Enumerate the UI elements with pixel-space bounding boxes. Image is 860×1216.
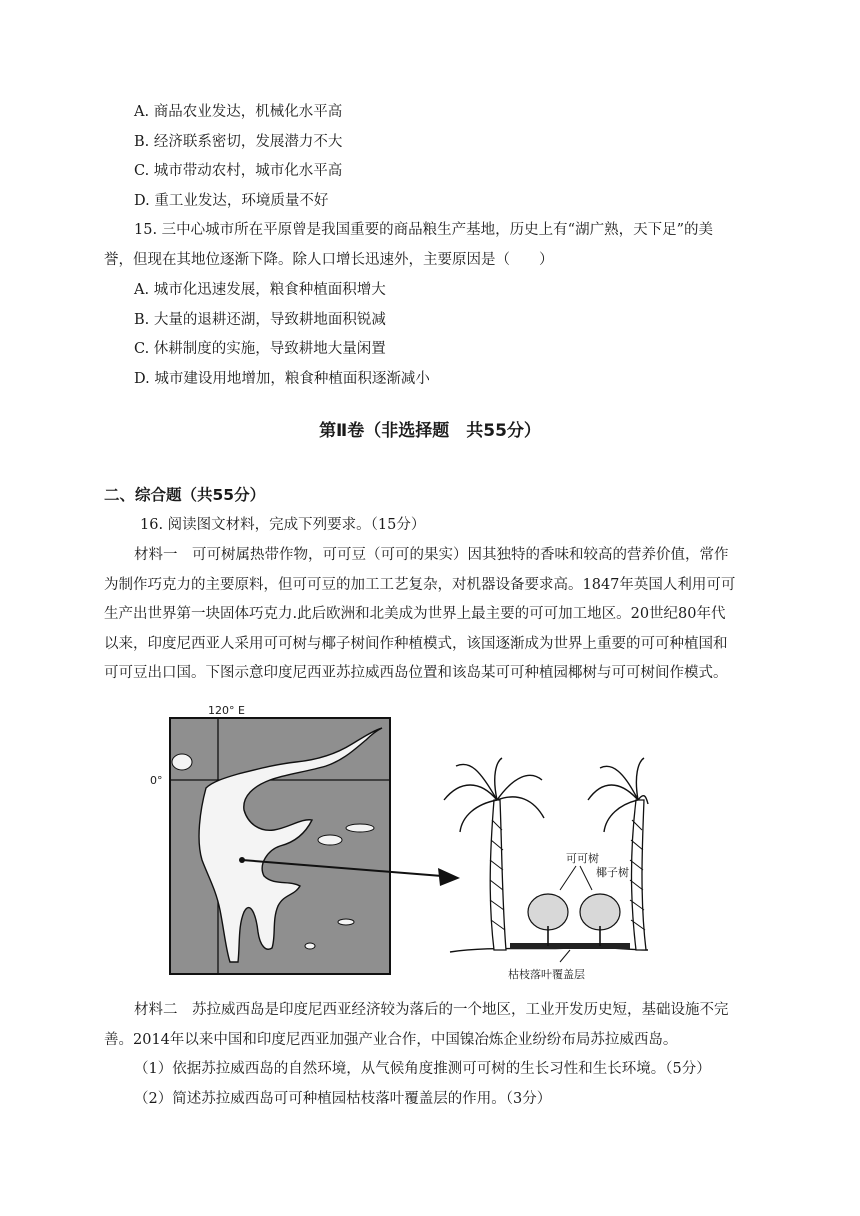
q15-option-c: C. 休耕制度的实施，导致耕地大量闲置: [134, 341, 386, 357]
q16-material1-line4: 以来，印度尼西亚人采用可可树与椰子树间作种植模式，该国逐渐成为世界上重要的可可种植国和: [104, 636, 728, 652]
latitude-label: 0°: [150, 774, 163, 787]
cocoa-tree-label: 可可树: [566, 852, 599, 865]
small-island: [318, 835, 342, 845]
q14-option-c: C. 城市带动农村，城市化水平高: [134, 163, 343, 179]
small-island: [338, 919, 354, 925]
litter-layer-label: 枯枝落叶覆盖层: [508, 968, 585, 981]
pointer-arrowhead: [438, 868, 460, 886]
q16-material2-line1: 材料二 苏拉威西岛是印度尼西亚经济较为落后的一个地区，工业开发历史短，基础设施不完: [134, 1002, 729, 1018]
q16-material1-line2: 为制作巧克力的主要原料，但可可豆的加工工艺复杂，对机器设备要求高。1847年英国人利用可可: [104, 577, 736, 593]
q15-option-a: A. 城市化迅速发展，粮食种植面积增大: [134, 282, 386, 298]
q14-option-b: B. 经济联系密切，发展潜力不大: [134, 134, 343, 150]
cocoa-tree-right: [580, 894, 620, 946]
q16-material1-line1: 材料一 可可树属热带作物，可可豆（可可的果实）因其独特的香味和较高的营养价值，常作: [134, 547, 729, 563]
small-island: [172, 754, 192, 770]
figure-drawing: [130, 700, 650, 990]
coconut-tree-left: [444, 758, 544, 950]
cocoa-pointer: [580, 866, 592, 890]
q16-subquestion-1: （1）依据苏拉威西岛的自然环境，从气候角度推测可可树的生长习性和生长环境。（5分）: [134, 1061, 711, 1077]
q15-option-d: D. 城市建设用地增加，粮食种植面积逐渐减小: [134, 371, 430, 387]
q16-intro: 16. 阅读图文材料，完成下列要求。（15分）: [140, 517, 426, 533]
q16-material2-line2: 善。2014年以来中国和印度尼西亚加强产业合作，中国镍冶炼企业纷纷布局苏拉威西岛。: [104, 1032, 678, 1048]
q14-option-a: A. 商品农业发达，机械化水平高: [134, 104, 343, 120]
q16-material1-line5: 可可豆出口国。下图示意印度尼西亚苏拉威西岛位置和该岛某可可种植园椰树与可可树间作模式。: [104, 665, 728, 681]
q16-material1-line3: 生产出世界第一块固体巧克力.此后欧洲和北美成为世界上最主要的可可加工地区。20世纪80年代: [104, 606, 726, 622]
q15-option-b: B. 大量的退耕还湖，导致耕地面积锐减: [134, 312, 386, 328]
cocoa-pointer: [560, 866, 576, 890]
part2-title: 第Ⅱ卷（非选择题 共55分）: [319, 421, 541, 441]
coconut-tree-label: 椰子树: [596, 866, 629, 879]
small-island: [346, 824, 374, 832]
q15-stem-line2: 誉，但现在其地位逐渐下降。除人口增长迅速外，主要原因是（ ）: [104, 252, 554, 268]
longitude-label: 120° E: [208, 704, 245, 717]
small-island: [305, 943, 315, 949]
q16-subquestion-2: （2）简述苏拉威西岛可可种植园枯枝落叶覆盖层的作用。（3分）: [134, 1091, 552, 1107]
figure-sulawesi-intercropping: [130, 700, 650, 990]
q14-option-d: D. 重工业发达，环境质量不好: [134, 193, 329, 209]
litter-layer: [510, 943, 630, 949]
cocoa-tree-left: [528, 894, 568, 946]
litter-pointer: [560, 950, 570, 962]
section2-title: 二、综合题（共55分）: [104, 486, 266, 504]
q15-stem-line1: 15. 三中心城市所在平原曾是我国重要的商品粮生产基地，历史上有“湖广熟，天下足”的美: [134, 222, 713, 238]
